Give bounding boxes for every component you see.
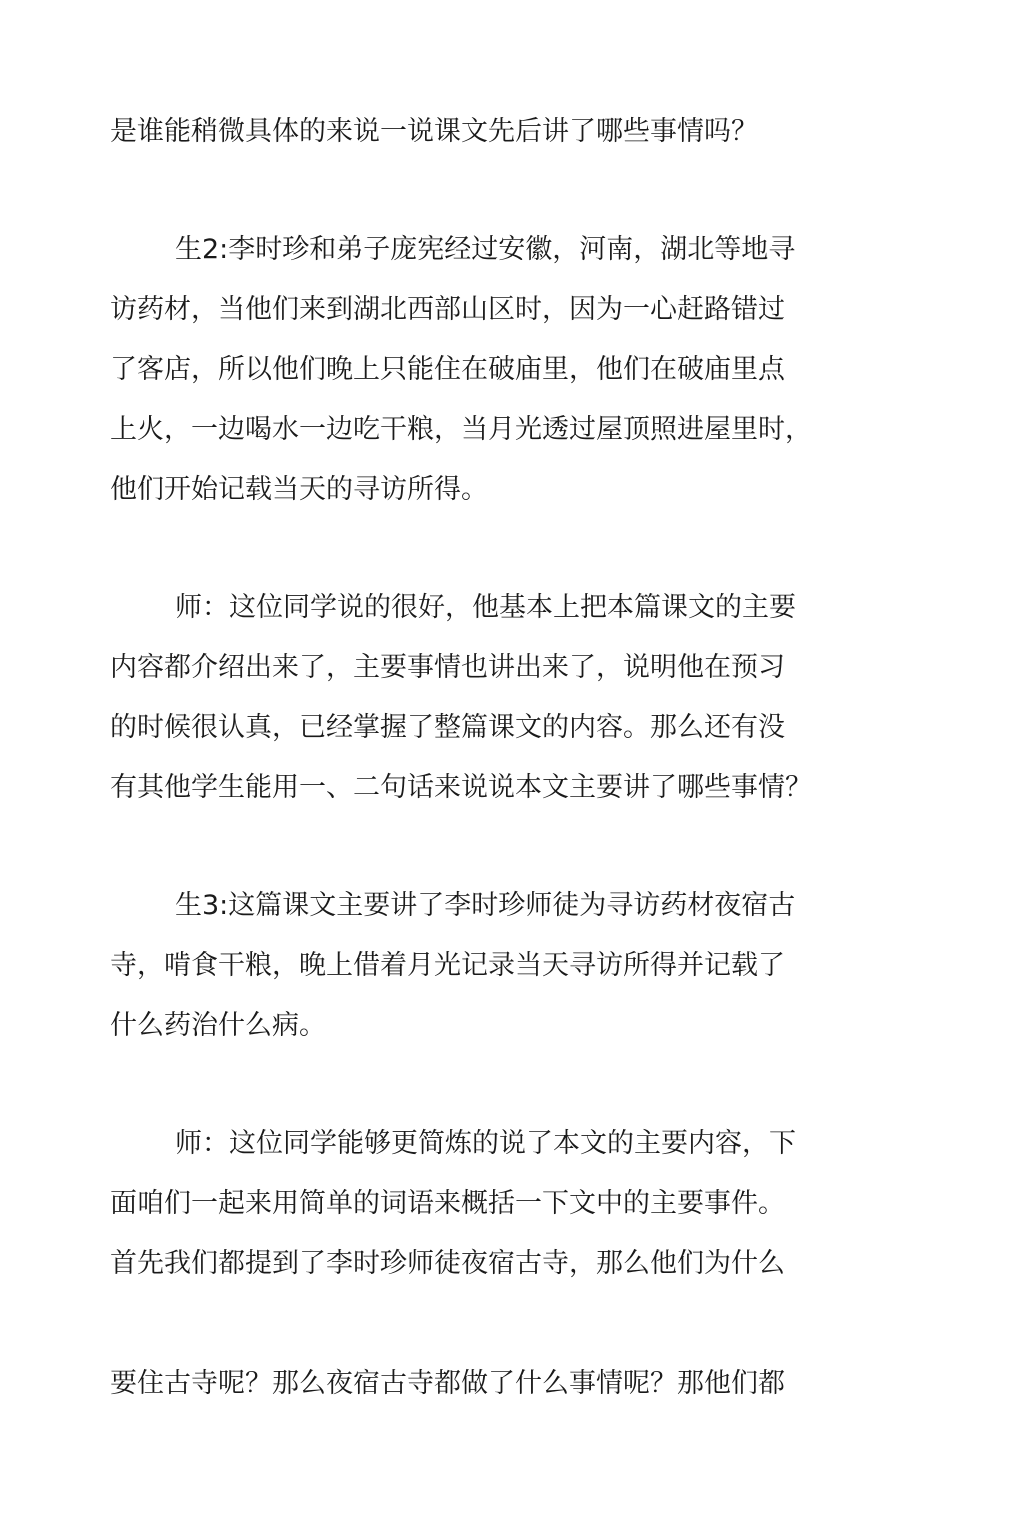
paragraph-start-line: 师：这位同学能够更简炼的说了本文的主要内容，下 <box>175 1128 796 1159</box>
text-line: 首先我们都提到了李时珍师徒夜宿古寺，那么他们为什么 <box>110 1248 785 1279</box>
text-line: 访药材，当他们来到湖北西部山区时，因为一心赶路错过 <box>110 294 785 325</box>
text-line: 上火，一边喝水一边吃干粮，当月光透过屋顶照进屋里时， <box>110 414 812 445</box>
paragraph-start-line: 生3:这篇课文主要讲了李时珍师徒为寻访药材夜宿古 <box>175 890 796 921</box>
text-line: 的时候很认真，已经掌握了整篇课文的内容。那么还有没 <box>110 712 785 743</box>
paragraph-start-line: 师：这位同学说的很好，他基本上把本篇课文的主要 <box>175 592 796 623</box>
paragraph-start-line: 生2:李时珍和弟子庞宪经过安徽，河南，湖北等地寻 <box>175 234 796 265</box>
text-line: 有其他学生能用一、二句话来说说本文主要讲了哪些事情？ <box>110 772 812 803</box>
text-line: 内容都介绍出来了，主要事情也讲出来了，说明他在预习 <box>110 652 785 683</box>
text-line: 面咱们一起来用简单的词语来概括一下文中的主要事件。 <box>110 1188 785 1219</box>
text-line: 他们开始记载当天的寻访所得。 <box>110 474 488 505</box>
text-line: 什么药治什么病。 <box>110 1010 326 1041</box>
text-line: 了客店，所以他们晚上只能住在破庙里，他们在破庙里点 <box>110 354 785 385</box>
text-line: 要住古寺呢？那么夜宿古寺都做了什么事情呢？那他们都 <box>110 1368 785 1399</box>
text-line: 是谁能稍微具体的来说一说课文先后讲了哪些事情吗？ <box>110 116 758 147</box>
text-line: 寺，啃食干粮，晚上借着月光记录当天寻访所得并记载了 <box>110 950 785 981</box>
